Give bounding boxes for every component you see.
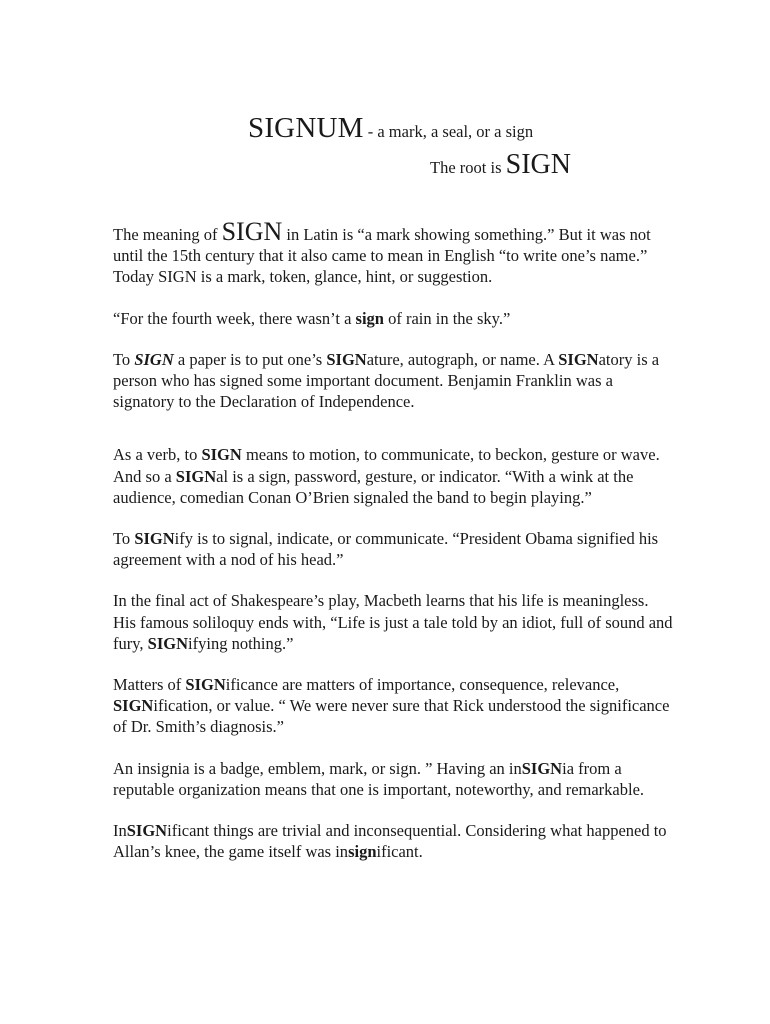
text-run: means to motion, to communicate, to beckon, gesture or wave. And so a (113, 445, 660, 486)
document-body (113, 217, 673, 862)
text-run: atory is a person who has signed some important document. Benjamin Franklin was a signatory to the Declaration of Independence. (113, 349, 660, 412)
text-run: An insignia is a badge, emblem, mark, or sign. ” Having an in (113, 758, 522, 778)
text-run: in Latin is “a mark showing something.” But it was not until the 15th century that it also came to mean in English “to write one’s name.” Today SIGN is a mark, token, glance, hint, or suggestion. (113, 225, 651, 287)
text-run: To (113, 529, 135, 549)
sign-emphasis: SIGN (201, 445, 242, 465)
text-run: of rain in the sky.” (383, 308, 511, 328)
paragraph-insignia (113, 758, 673, 800)
text-run: ification, or value. “ We were never sure that Rick understood the significance of Dr. Smith’s diagnosis.” (113, 696, 670, 737)
sign-emphasis: SIGN (175, 466, 217, 486)
text-run: To (113, 349, 135, 369)
paragraph-insignificant (113, 820, 673, 862)
sign-emphasis: SIGN (326, 349, 367, 369)
paragraph-significance (113, 674, 673, 738)
root-prefix: The root is (430, 158, 506, 177)
text-run: ifying nothing.” (188, 633, 294, 653)
text-run: As a verb, to (113, 445, 202, 465)
paragraph-signify (113, 528, 673, 570)
text-run: al is a sign, password, gesture, or indicator. “With a wink at the audience, comedian Conan O’Brien signaled the band to begin playing.” (113, 466, 634, 507)
paragraph-signal (113, 444, 673, 508)
text-run: a paper is to put one’s (173, 349, 327, 369)
text-run: In the final act of Shakespeare’s play, Macbeth learns that his life is meaningless. His famous soliloquy ends with, “Life is just a tale told by an idiot, full of sound and fury, (113, 591, 673, 653)
document-title (248, 112, 533, 145)
sign-emphasis: SIGN (558, 349, 599, 369)
title-definition: - a mark, a seal, or a sign (363, 122, 534, 141)
text-run: Matters of (113, 675, 186, 695)
paragraph-example-rain (113, 308, 673, 329)
paragraph-signature (113, 349, 673, 413)
sign-emphasis: SIGN (147, 633, 189, 653)
sign-emphasis: SIGN (521, 758, 563, 778)
title-word: SIGNUM (248, 112, 364, 144)
text-run: ature, autograph, or name. A (366, 349, 559, 369)
text-run: ificant things are trivial and inconsequential. Considering what happened to Allan’s knee, the game itself was in (113, 821, 667, 862)
text-run: ia from a reputable organization means that one is important, noteworthy, and remarkable. (113, 758, 645, 799)
paragraph-meaning (113, 217, 673, 288)
sign-emphasis: SIGN (113, 696, 154, 716)
sign-emphasis: SIGN (126, 821, 168, 841)
sign-emphasis: SIGN (134, 529, 175, 549)
text-run: ificance are matters of importance, consequence, relevance, (225, 675, 620, 695)
sign-emphasis: SIGN (185, 675, 226, 695)
sign-emphasis: SIGN (221, 217, 283, 246)
paragraph-macbeth (113, 590, 673, 654)
text-run: ify is to signal, indicate, or communicate. “President Obama signified his agreement with a nod of his head.” (113, 529, 659, 570)
sign-emphasis: SIGN (134, 349, 174, 369)
sign-emphasis: sign (355, 308, 384, 328)
text-run: “For the fourth week, there wasn’t a (113, 308, 356, 328)
text-run: In (113, 821, 127, 841)
text-run: ificant. (376, 842, 423, 862)
text-run: The meaning of (113, 225, 222, 244)
sign-emphasis: sign (348, 842, 377, 862)
root-word: SIGN (505, 149, 571, 180)
root-line (430, 149, 571, 181)
